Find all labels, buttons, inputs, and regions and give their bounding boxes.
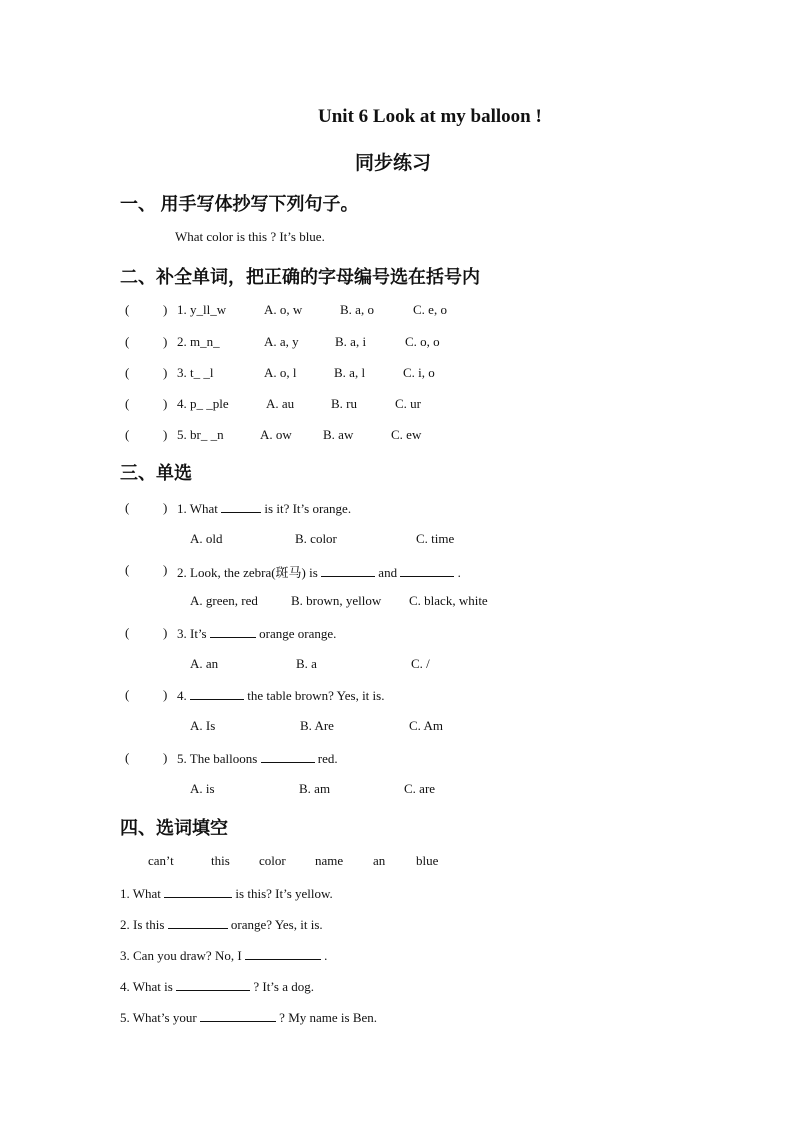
word-prompt: 1. y_ll_w (177, 302, 227, 317)
option-c: C. ew (391, 427, 422, 442)
sentence-post: orange? Yes, it is. (230, 917, 323, 932)
question-3 (177, 625, 336, 642)
option-c: C. Am (409, 718, 443, 733)
answer-paren-open[interactable]: ( (125, 687, 130, 702)
answer-blank[interactable] (210, 625, 256, 638)
option-a: A. is (190, 781, 215, 796)
word-bank-item: color (259, 853, 286, 868)
answer-paren-open[interactable]: ( (125, 396, 130, 411)
option-b: B. ru (331, 396, 357, 411)
question-5-post: red. (317, 751, 338, 766)
answer-paren-close: ) (163, 625, 168, 640)
answer-paren-close: ) (163, 687, 168, 702)
option-a: A. old (190, 531, 223, 546)
question-1 (177, 500, 351, 517)
answer-paren-close: ) (163, 562, 168, 577)
question-1-post: is it? It’s orange. (264, 501, 352, 516)
option-b: B. aw (323, 427, 354, 442)
question-2-mid: and (378, 565, 398, 580)
fill-sentence-2 (120, 916, 323, 933)
option-b: B. a, i (335, 334, 367, 349)
option-c: C. ur (395, 396, 421, 411)
word-bank-item: name (315, 853, 344, 868)
answer-paren-close: ) (163, 396, 168, 411)
sentence-post: is this? It’s yellow. (235, 886, 333, 901)
worksheet-title: Unit 6 Look at my balloon ! (318, 106, 542, 127)
answer-paren-open[interactable]: ( (125, 365, 130, 380)
sentence-post: ? My name is Ben. (279, 1010, 378, 1025)
answer-paren-open[interactable]: ( (125, 750, 130, 765)
word-prompt: 2. m_n_ (177, 334, 220, 349)
question-3-pre: 3. It’s (177, 626, 207, 641)
word-bank-item: an (373, 853, 386, 868)
option-a: A. Is (190, 718, 216, 733)
answer-paren-open[interactable]: ( (125, 302, 130, 317)
option-c: C. / (411, 656, 430, 671)
option-a: A. o, l (264, 365, 297, 380)
answer-blank[interactable] (176, 978, 250, 991)
sentence-pre: 2. Is this (120, 917, 165, 932)
answer-paren-close: ) (163, 302, 168, 317)
option-c: C. black, white (409, 593, 488, 608)
question-2-pre: 2. Look, the zebra(斑马) is (177, 565, 318, 580)
option-b: B. Are (300, 718, 334, 733)
section-1-sentence: What color is this ? It’s blue. (175, 229, 325, 244)
answer-paren-open[interactable]: ( (125, 334, 130, 349)
sentence-pre: 1. What (120, 886, 161, 901)
sentence-pre: 3. Can you draw? No, I (120, 948, 242, 963)
answer-paren-open[interactable]: ( (125, 427, 130, 442)
section-3-heading: 三、单选 (120, 463, 192, 483)
answer-blank[interactable] (190, 687, 244, 700)
option-a: A. au (266, 396, 295, 411)
option-b: B. a (296, 656, 317, 671)
word-prompt: 3. t_ _l (177, 365, 214, 380)
word-bank-item: can’t (148, 853, 174, 868)
word-bank-item: this (211, 853, 230, 868)
sentence-post: . (324, 948, 328, 963)
option-b: B. am (299, 781, 331, 796)
option-b: B. a, l (334, 365, 366, 380)
option-b: B. brown, yellow (291, 593, 382, 608)
answer-paren-open[interactable]: ( (125, 625, 130, 640)
question-4-post: the table brown? Yes, it is. (247, 688, 385, 703)
section-4-heading: 四、选词填空 (120, 818, 228, 838)
option-c: C. are (404, 781, 436, 796)
answer-blank[interactable] (321, 564, 375, 577)
option-c: C. o, o (405, 334, 440, 349)
option-a: A. ow (260, 427, 292, 442)
answer-blank[interactable] (200, 1009, 276, 1022)
question-4-pre: 4. (177, 688, 187, 703)
option-a: A. an (190, 656, 219, 671)
question-5-pre: 5. The balloons (177, 751, 258, 766)
word-prompt: 4. p_ _ple (177, 396, 229, 411)
option-c: C. time (416, 531, 455, 546)
section-1-heading: 一、 用手写体抄写下列句子。 (120, 194, 359, 214)
answer-blank[interactable] (261, 750, 315, 763)
option-a: A. a, y (264, 334, 299, 349)
answer-blank[interactable] (164, 885, 232, 898)
option-a: A. o, w (264, 302, 303, 317)
sentence-post: ? It’s a dog. (253, 979, 314, 994)
option-c: C. e, o (413, 302, 447, 317)
fill-sentence-3 (120, 947, 327, 964)
sentence-pre: 4. What is (120, 979, 173, 994)
question-4 (177, 687, 384, 704)
answer-blank[interactable] (221, 500, 261, 513)
option-c: C. i, o (403, 365, 435, 380)
answer-paren-open[interactable]: ( (125, 562, 130, 577)
answer-paren-close: ) (163, 365, 168, 380)
answer-blank[interactable] (400, 564, 454, 577)
sentence-pre: 5. What’s your (120, 1010, 197, 1025)
word-bank-item: blue (416, 853, 439, 868)
question-2 (177, 562, 461, 581)
question-1-pre: 1. What (177, 501, 218, 516)
word-prompt: 5. br_ _n (177, 427, 224, 442)
option-b: B. a, o (340, 302, 374, 317)
fill-sentence-1 (120, 885, 333, 902)
answer-blank[interactable] (245, 947, 321, 960)
answer-paren-close: ) (163, 427, 168, 442)
answer-paren-close: ) (163, 334, 168, 349)
option-b: B. color (295, 531, 337, 546)
fill-sentence-5 (120, 1009, 377, 1026)
question-5 (177, 750, 338, 767)
section-2-heading: 二、补全单词，把正确的字母编号选在括号内 (120, 267, 480, 287)
answer-paren-close: ) (163, 500, 168, 515)
question-3-post: orange orange. (259, 626, 337, 641)
answer-paren-open[interactable]: ( (125, 500, 130, 515)
question-2-post: . (457, 565, 461, 580)
answer-paren-close: ) (163, 750, 168, 765)
answer-blank[interactable] (168, 916, 228, 929)
option-a: A. green, red (190, 593, 258, 608)
worksheet-subtitle: 同步练习 (355, 153, 432, 174)
fill-sentence-4 (120, 978, 314, 995)
